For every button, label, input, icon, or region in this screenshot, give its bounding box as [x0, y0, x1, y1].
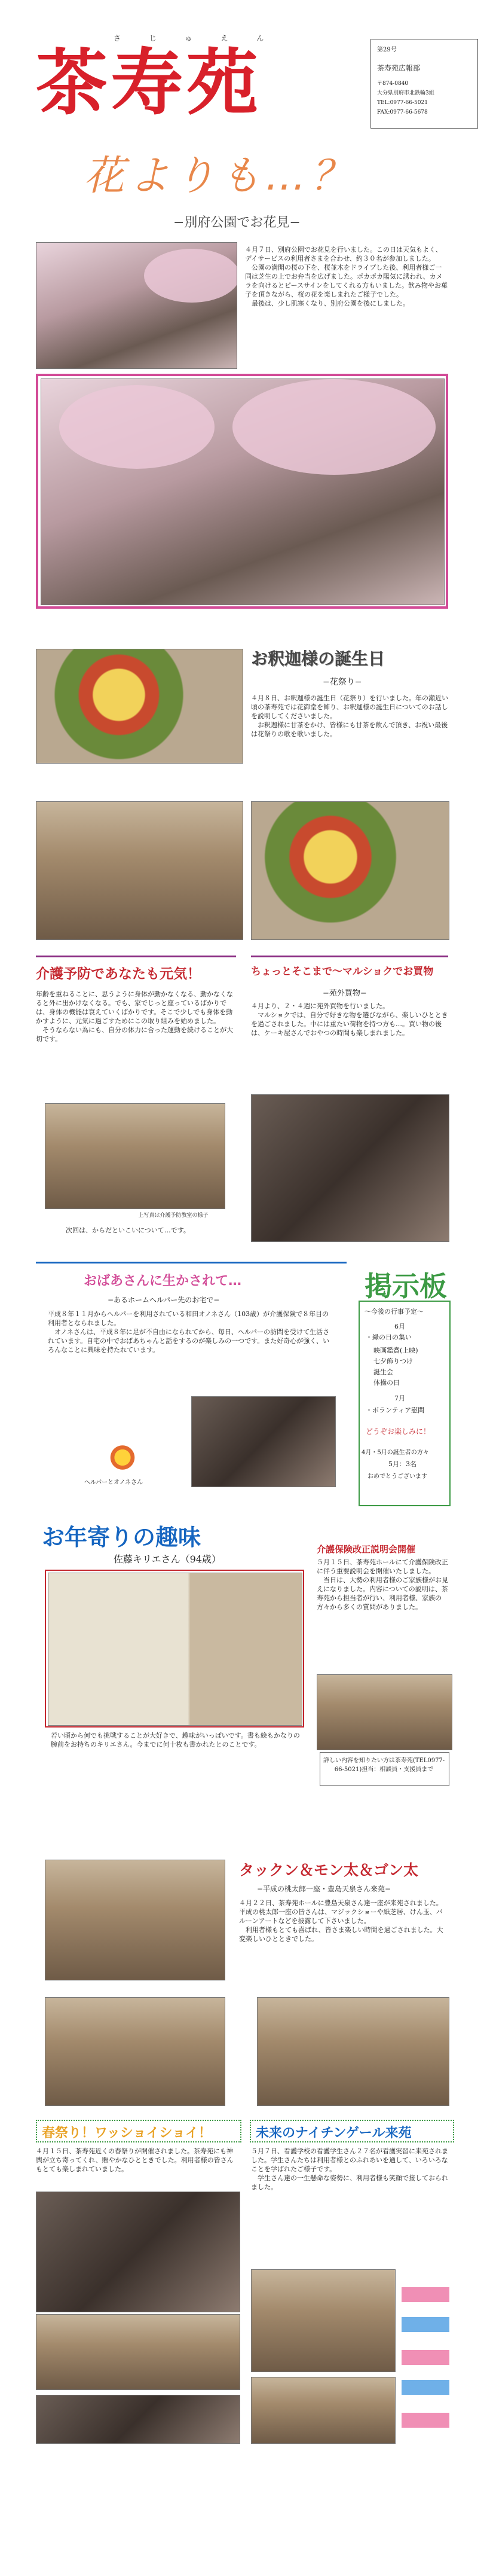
magic-photo-2: [45, 1997, 225, 2106]
festival-article: ４月１５日、茶寿苑近くの春祭りが開催されました。茶寿苑にも神輿が立ち寄ってくれ、賑やかなひとときでした。利用者様の皆さんもとても楽しまれていました。: [36, 2147, 234, 2173]
masthead-logo: 茶寿苑: [36, 41, 262, 125]
grandma-article: 平成８年１１月からヘルパーを利用されている和田オノネさん（103歳）が介護保険で８年目の利用者となられました。 オノネさんは、平成８年に足が不自由になられてから、毎日、ヘルパーの訪問を受けて生活されています。自宅の中でおばあちゃんと話をするのが楽しみの一つです。また好奇心が強く、いろんなことに興味を持たれています。: [48, 1310, 330, 1354]
bulletin-item-3: 体操の日: [373, 1379, 400, 1387]
hobby-article: 若い頃から何でも挑戦することが大好きで、趣味がいっぱいです。書も絵もかなりの腕前をお持ちのキリエさん。今までに何十枚も書かれたとのことです。: [51, 1732, 300, 1748]
masthead-info-box: [370, 39, 478, 129]
buddha-photo-2: [36, 801, 243, 940]
nightingale-article: ５月７日、看護学校の看護学生さん２７名が看護実習に来苑されました。学生さんたちは利用者様とのふれあいを通して、いろいろなことを学ばれたご様子です。 学生さん達の一生懸命な姿勢に、利用者様も笑顔で接しておられました。: [251, 2147, 448, 2191]
care-photo: [45, 1103, 225, 1209]
bulletin-item-0: 映画鑑賞(上映): [373, 1347, 418, 1354]
bulletin-line7: 5月：3名: [388, 1460, 416, 1468]
hanami-headline: 花よりも…？: [84, 152, 357, 200]
masthead-ruby: さ じ ゅ え ん: [114, 34, 277, 42]
issue-number: 第29号: [377, 47, 397, 53]
magic-article: ４月２２日、茶寿苑ホールに豊島天泉さん達一座が来苑されました。平成の桃太郎一座の皆さんは、マジックショーや紙芝居、けん玉、バルーンアートなどを披露して下さいました。 利用者様もとても喜ばれ、皆さま楽しい時間を過ごされました。大変楽しいひとときでした。: [239, 1899, 443, 1943]
festival-photo-1: [36, 2192, 240, 2312]
bulletin-line3: 7月: [394, 1394, 405, 1402]
publisher: 茶寿苑広報部: [377, 64, 421, 72]
bulletin-line1: 6月: [394, 1323, 405, 1330]
hobby-photo: [48, 1573, 302, 1726]
address: 大分県別府市北鉄輪3組: [377, 90, 434, 96]
bulletin-item-2: 誕生会: [373, 1368, 393, 1376]
magic-title: タックン＆モン太＆ゴン太: [239, 1861, 419, 1879]
magic-subtitle: −平成の桃太郎一座・豊島天泉さん来苑−: [257, 1885, 391, 1893]
shopping-photo: [251, 1094, 449, 1242]
explain-article: ５月１５日、茶寿苑ホールにて介護保険改正に伴う重要説明会を開催いたしました。 当日は、大勢の利用者様のご家族様がお見えになりました。内容についての説明は、茶寿苑から担当者が行い、利用者様、家族の方々から多くの質問がありました。: [317, 1558, 448, 1611]
grandma-rule: [36, 1262, 347, 1263]
bulletin-line5: どうぞお楽しみに！: [366, 1427, 431, 1436]
hanami-photo-trees: [41, 379, 445, 605]
bulletin-line4: ・ボランティア慰問: [366, 1406, 425, 1414]
shopping-article: ４月より、２・４週に苑外買物を行いました。 マルショクでは、自分で好きな物を選びながら、楽しいひとときを過ごされました。中には重たい荷物を持つ方も…。買い物の後は、ケーキ屋さんでおやつの時間も楽しまれました。: [251, 1002, 448, 1037]
care-photo-caption: 上写真は介護予防教室の様子: [138, 1213, 209, 1219]
fax: FAX:0977-66-5678: [377, 109, 428, 115]
explain-photo: [317, 1674, 452, 1750]
bulletin-line2: ・緑の日の集い: [366, 1333, 412, 1341]
buddha-subtitle: −花祭り−: [323, 677, 362, 687]
hobby-author: 佐藤キリエさん（94歳）: [114, 1553, 222, 1565]
festival-photo-3: [36, 2395, 240, 2444]
grandma-subtitle: −あるホームヘルパー先のお宅で−: [108, 1296, 220, 1304]
hanami-subtitle: −別府公園でお花見−: [173, 215, 301, 230]
bulletin-line6: 4月・5月の誕生者の方々: [362, 1449, 429, 1456]
hanami-article: ４月７日、別府公園でお花見を行いました。この日は天気もよく、デイサービスの利用者さまを合わせ、約３０名が参加しました。 公園の満開の桜の下を、桜並木をドライブした後、利用者様ご一同は芝生の上でお弁当を広げました。ポカポカ陽気に誘われ、カメラを向けるとピースサインをしてくれる方もいました。飲み物やお菓子を頂きながら、桜の花を楽しまれたご様子でした。 最後は、少し肌寒くなり、別府公園を後にしました。: [245, 246, 448, 307]
buddha-photo-1: [36, 649, 243, 764]
bulletin-subtitle: 〜今後の行事予定〜: [365, 1308, 424, 1316]
buddha-title: お釈迦様の誕生日: [251, 649, 385, 669]
nightingale-decor: [402, 2269, 449, 2443]
masthead: [36, 33, 454, 135]
care-footer: 次回は、からだといこいについて…です。: [66, 1226, 190, 1234]
buddha-photo-3: [251, 801, 449, 940]
explain-title: 介護保険改正説明会開催: [317, 1544, 416, 1555]
festival-title: 春祭り！ワッショイショイ！: [42, 2126, 212, 2141]
hanami-photo-group: [36, 242, 237, 369]
shopping-rule: [251, 956, 448, 957]
bulletin-line8: おめでとうございます: [368, 1473, 427, 1480]
nightingale-photo-1: [251, 2269, 396, 2372]
shopping-title: ちょっとそこまで〜マルショクでお買物: [251, 966, 434, 978]
magic-photo-3: [257, 1997, 449, 2106]
bulletin-title: 掲示板: [365, 1270, 447, 1302]
nightingale-title: 未来のナイチンゲール来苑: [256, 2126, 412, 2141]
grandma-title: おばあさんに生かされて…: [84, 1274, 242, 1289]
care-article: 年齢を重ねることに、思うように身体が動かなくなる、動かなくなると外に出かけなくなる。でも、家でじっと座っているばかりでは、身体の機能は衰えていくばかりです。そこで少しでも身体を動かすように、元気に過ごすためにこの取り組みを始めました。 そうならない為にも、自分の体力に合った運動を続けることが大切です。: [36, 990, 233, 1043]
nightingale-photo-2: [251, 2377, 396, 2444]
shopping-subtitle: −苑外買物−: [323, 989, 367, 998]
grandma-photo: [191, 1396, 336, 1487]
grandma-illustration-icon: [102, 1441, 143, 1474]
hobby-title: お年寄りの趣味: [42, 1524, 201, 1551]
care-rule: [36, 956, 236, 957]
explain-caption: 詳しい内容を知りたい方は茶寿苑(TEL0977-66-5021)担当：相談員・支援員まで: [323, 1757, 445, 1773]
postal-code: 〒874-0840: [377, 81, 409, 87]
magic-photo-1: [45, 1860, 225, 1980]
tel: TEL:0977-66-5021: [377, 100, 428, 106]
festival-photo-2: [36, 2314, 240, 2390]
care-title: 介護予防であなたも元気！: [36, 966, 201, 982]
buddha-article: ４月８日、お釈迦様の誕生日（花祭り）を行いました。年の瀬近い頃の茶寿苑では花御堂を飾り、お釈迦様の誕生日についてのお話しを説明してくださいました。 お釈迦様に甘茶をかけ、皆様にも甘茶を飲んで頂き、お祝い最後は花祭りの歌を歌いました。: [251, 694, 448, 738]
grandma-caption: ヘルパーとオノネさん: [84, 1479, 143, 1486]
bulletin-item-1: 七夕飾りつけ: [373, 1357, 413, 1365]
